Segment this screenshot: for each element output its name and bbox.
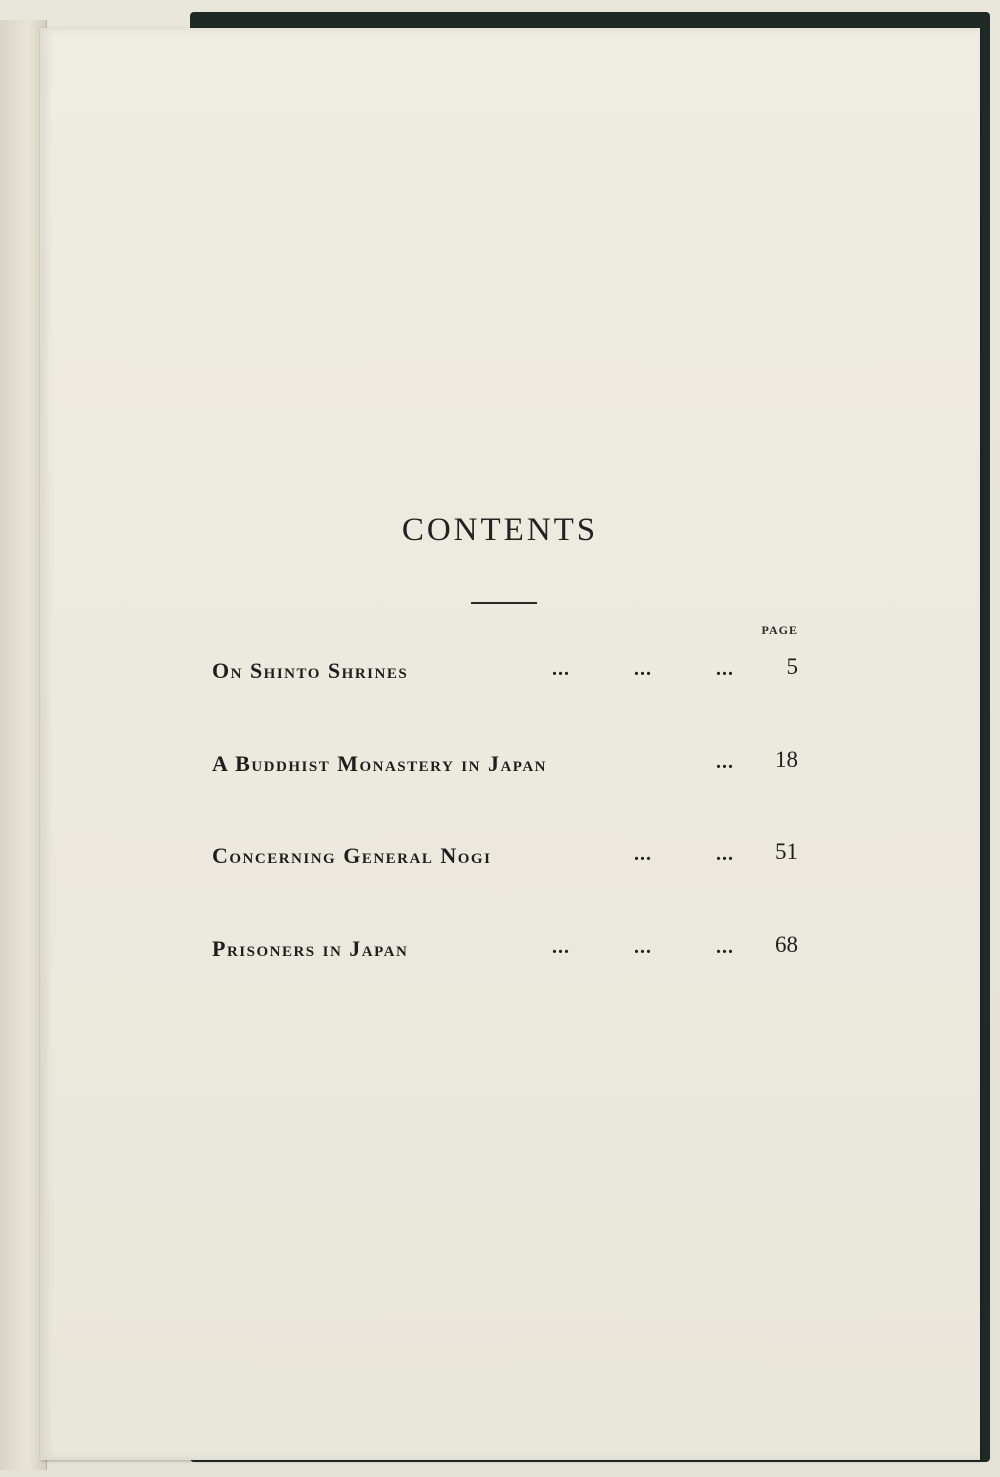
toc-entry-title: Concerning General Nogi xyxy=(212,843,492,868)
toc-entry-title: On Shinto Shrines xyxy=(212,658,409,683)
toc-entry-title: A Buddhist Monastery in Japan xyxy=(212,751,548,776)
dot-leader: ... xyxy=(552,658,570,680)
book-page xyxy=(40,28,980,1460)
page-column-label: PAGE xyxy=(761,623,798,637)
toc-entry[interactable] xyxy=(212,839,802,875)
dot-leader: ... xyxy=(634,936,652,958)
dot-leader: ... xyxy=(716,751,734,773)
heading-rule xyxy=(471,602,537,604)
toc-entry[interactable] xyxy=(212,932,802,968)
dot-leader: ... xyxy=(552,936,570,958)
toc-entry-title: Prisoners in Japan xyxy=(212,936,409,961)
toc-entry[interactable] xyxy=(212,654,802,690)
toc-entry-page: 18 xyxy=(775,747,798,772)
dot-leader: ... xyxy=(716,658,734,680)
dot-leader: ... xyxy=(716,843,734,865)
contents-heading: CONTENTS xyxy=(401,512,599,548)
dot-leader: ... xyxy=(716,936,734,958)
toc-entry[interactable] xyxy=(212,747,802,783)
toc-entry-page: 51 xyxy=(775,839,798,864)
dot-leader: ... xyxy=(634,658,652,680)
toc-entry-page: 5 xyxy=(786,654,798,679)
dot-leader: ... xyxy=(634,843,652,865)
toc-entry-page: 68 xyxy=(775,932,798,957)
